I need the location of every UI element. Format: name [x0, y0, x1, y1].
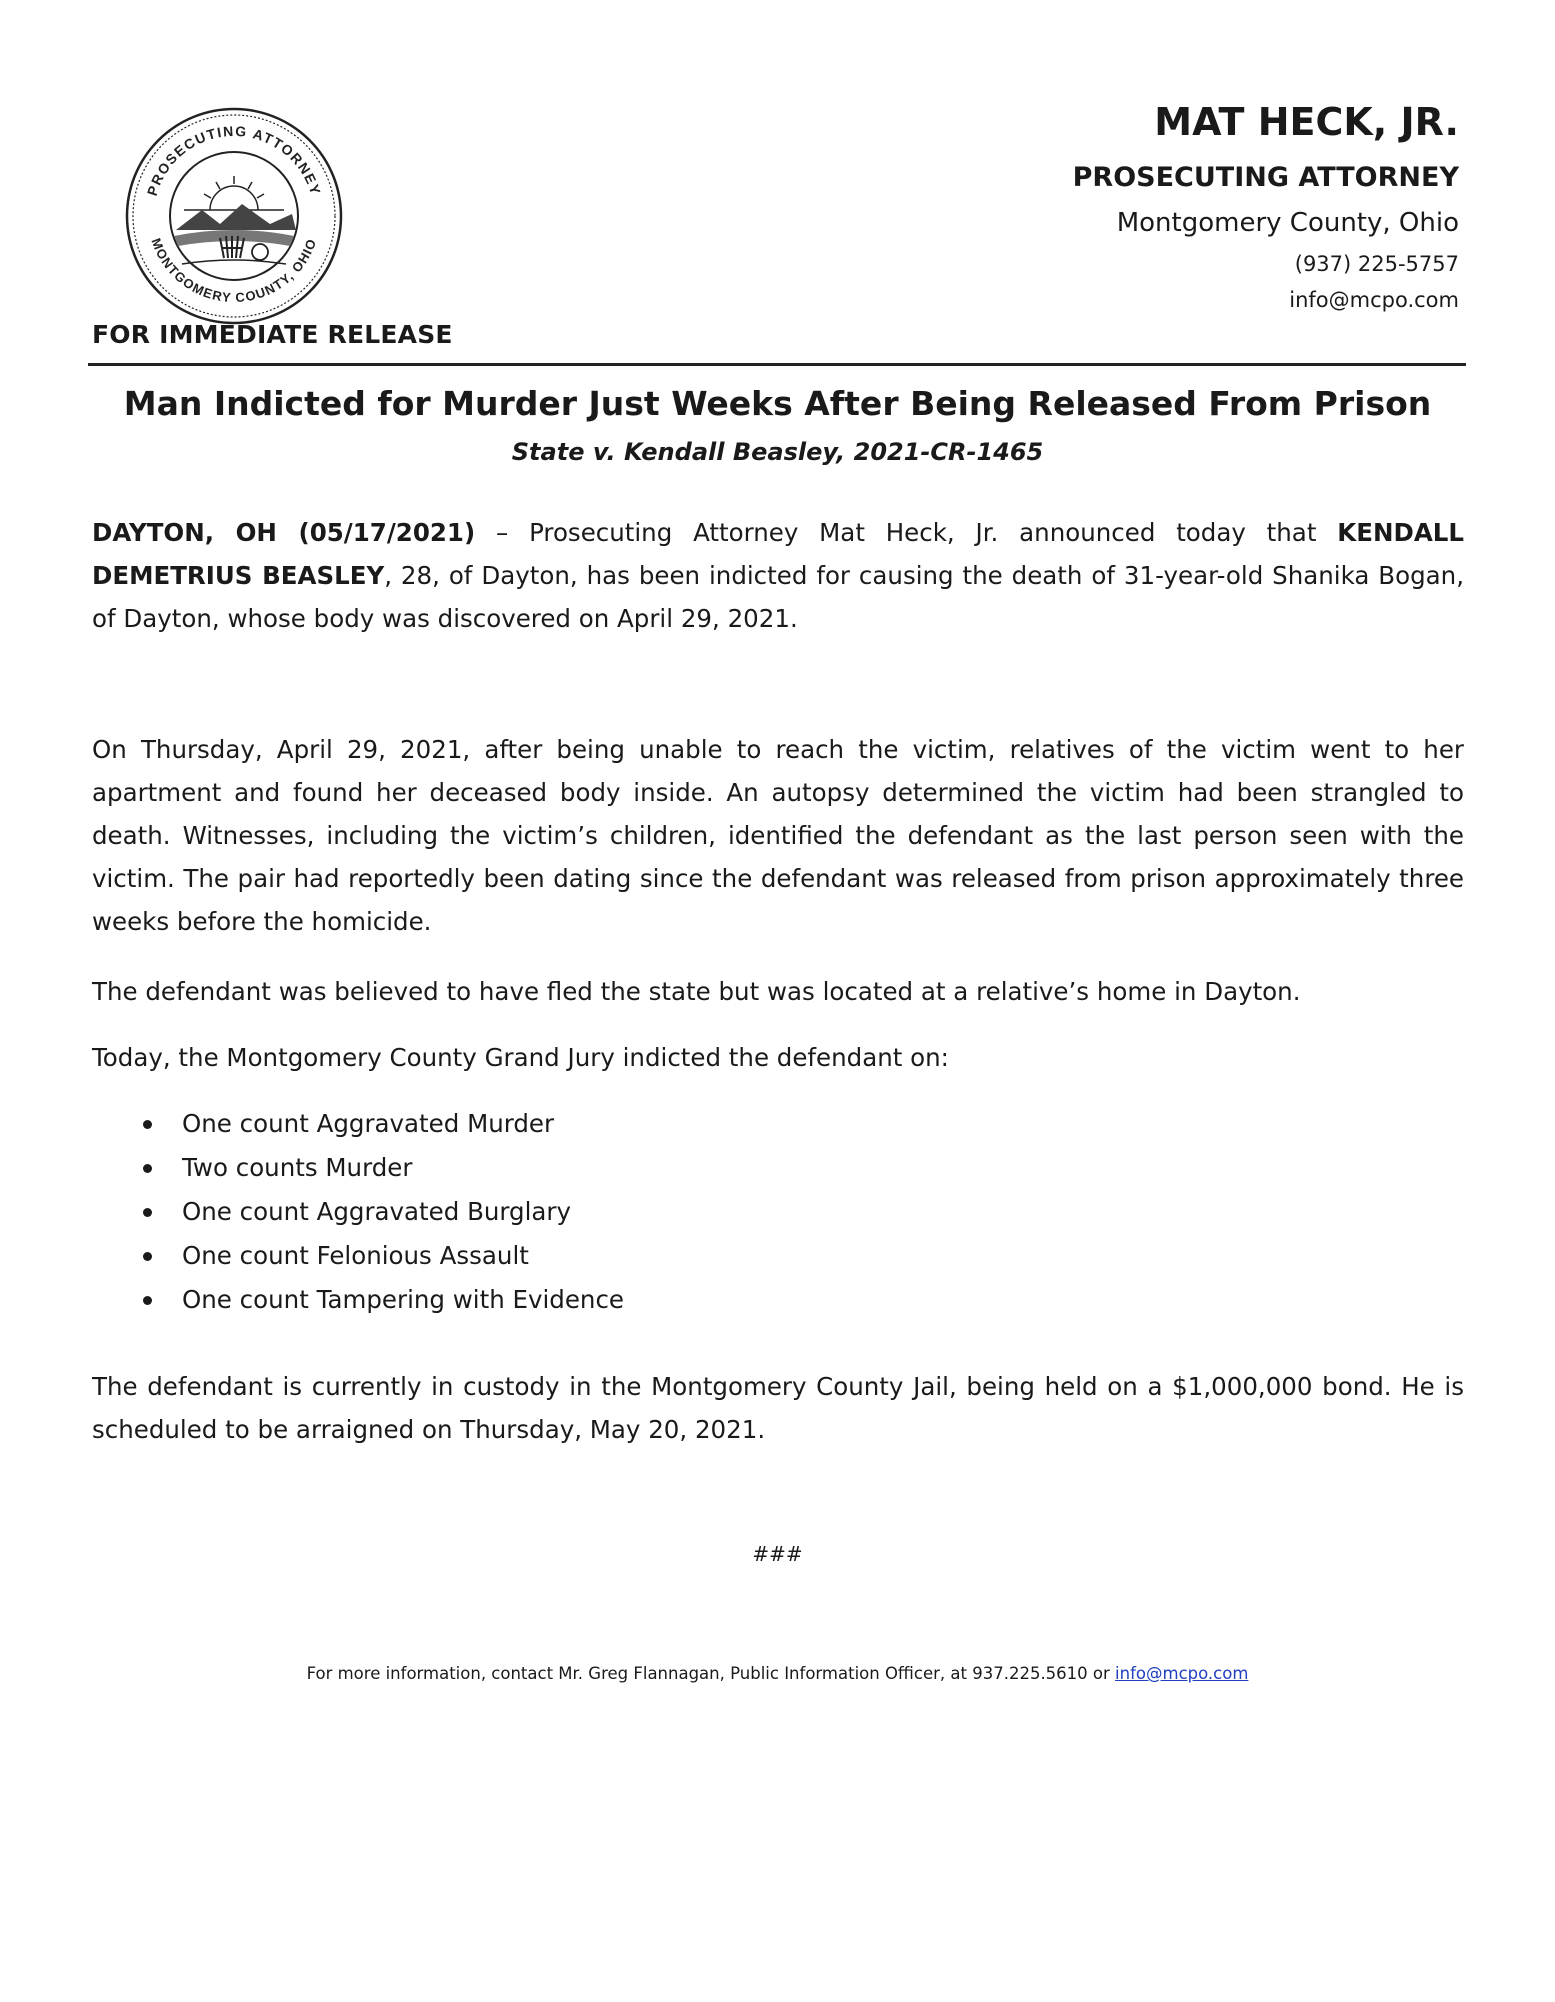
case-caption: State v. Kendall Beasley, 2021-CR-1465: [511, 438, 1044, 466]
dateline: DAYTON, OH (05/17/2021): [92, 518, 476, 547]
seal-emblem-icon: [124, 106, 344, 326]
incident-paragraph: On Thursday, April 29, 2021, after being unable to reach the victim, relatives of the victim went to her apartment and found her deceased body inside. An autopsy determined the victim had been strangled to death. Witnesses, including the victim’s children, identified the defendant as the last person seen with the victim. The pair had reportedly been dating since the defendant was released from prison approximately three weeks before the homicide.: [92, 735, 1464, 936]
header-divider: [88, 363, 1466, 366]
bullet-icon: [143, 1252, 152, 1261]
list-item: One count Felonious Assault: [92, 1234, 624, 1278]
contact-footer: [0, 1664, 1555, 1683]
county-seal: [124, 106, 344, 326]
county-name: Montgomery County, Ohio: [1116, 208, 1459, 238]
bullet-icon: [143, 1296, 152, 1305]
office-email: info@mcpo.com: [1289, 288, 1459, 312]
bullet-icon: [143, 1208, 152, 1217]
footer-text: For more information, contact Mr. Greg Flannagan, Public Information Officer, at 937.225.5610 or: [306, 1664, 1116, 1683]
list-item: One count Aggravated Burglary: [92, 1190, 624, 1234]
attorney-name: MAT HECK, JR.: [1154, 100, 1459, 144]
headline: Man Indicted for Murder Just Weeks After Being Released From Prison: [123, 384, 1432, 423]
footer-email-link[interactable]: info@mcpo.com: [1115, 1664, 1249, 1683]
bullet-icon: [143, 1164, 152, 1173]
lead-paragraph: [92, 511, 1464, 640]
office-title: PROSECUTING ATTORNEY: [1072, 162, 1459, 193]
lead-text-b: , 28, of Dayton, has been indicted for causing the death of 31-year-old Shanika Bogan, of Dayton, whose body was discovered on April 29, 2021.: [92, 561, 1464, 633]
svg-text:PROSECUTING ATTORNEY: PROSECUTING ATTORNEY: [143, 122, 325, 198]
list-item: One count Tampering with Evidence: [92, 1278, 624, 1322]
svg-text:MONTGOMERY COUNTY, OHIO: MONTGOMERY COUNTY, OHIO: [148, 236, 320, 306]
list-item: One count Aggravated Murder: [92, 1102, 624, 1146]
charges-list: [92, 1102, 624, 1322]
list-item: Two counts Murder: [92, 1146, 624, 1190]
end-mark: ###: [752, 1542, 803, 1566]
indictment-intro: Today, the Montgomery County Grand Jury indicted the defendant on:: [92, 1043, 949, 1072]
arrest-paragraph: The defendant was believed to have fled the state but was located at a relative’s home in Dayton.: [92, 977, 1301, 1006]
release-label: FOR IMMEDIATE RELEASE: [92, 320, 453, 349]
custody-paragraph: The defendant is currently in custody in the Montgomery County Jail, being held on a $1,000,000 bond. He is scheduled to be arraigned on Thursday, May 20, 2021.: [92, 1372, 1464, 1444]
lead-text-a: Prosecuting Attorney Mat Heck, Jr. announced today that: [529, 518, 1338, 547]
defendant-name: KENDALL DEMETRIUS BEASLEY: [92, 518, 1464, 590]
office-phone: (937) 225-5757: [1294, 252, 1459, 276]
bullet-icon: [143, 1120, 152, 1129]
dateline-dash: –: [475, 518, 530, 547]
